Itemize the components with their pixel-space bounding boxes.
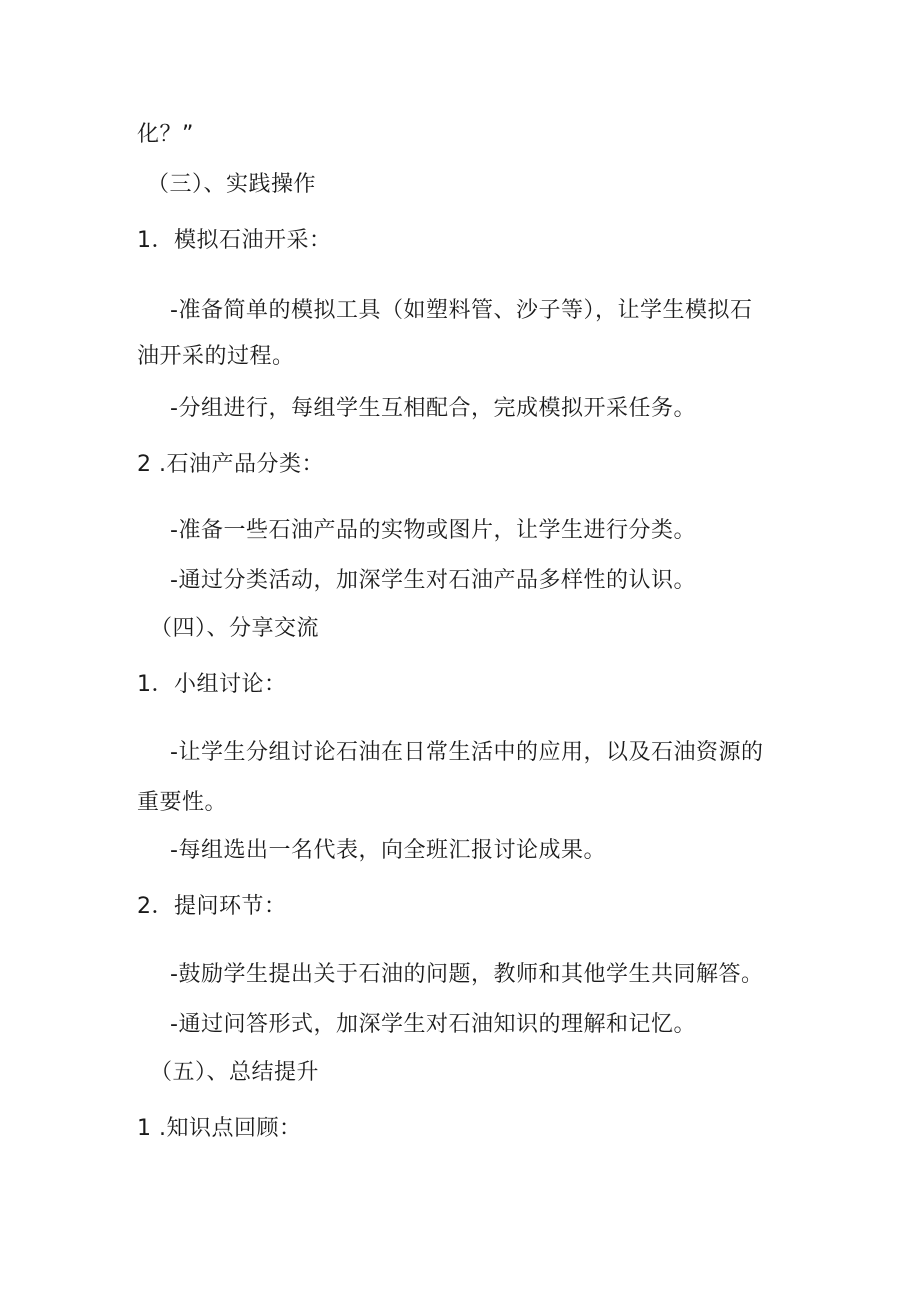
text-line: 化？” xyxy=(137,122,194,147)
text-line: 重要性。 xyxy=(137,790,228,815)
text-line: -每组选出一名代表，向全班汇报讨论成果。 xyxy=(170,838,606,863)
text-line: -通过分类活动，加深学生对石油产品多样性的认识。 xyxy=(170,568,696,593)
text-line: -分组进行，每组学生互相配合，完成模拟开采任务。 xyxy=(170,396,696,421)
text-line: -鼓励学生提出关于石油的问题，教师和其他学生共同解答。 xyxy=(170,962,764,987)
section-heading: （五）、总结提升 xyxy=(150,1060,320,1085)
subheading: 2．提问环节： xyxy=(137,894,287,919)
text-line: 油开采的过程。 xyxy=(137,344,295,369)
text-line: -准备简单的模拟工具（如塑料管、沙子等），让学生模拟石 xyxy=(170,298,753,323)
section-heading: （三）、实践操作 xyxy=(147,172,317,197)
subheading: 1．模拟石油开采： xyxy=(137,228,332,253)
section-heading: （四）、分享交流 xyxy=(150,616,320,641)
subheading: 1 .知识点回顾： xyxy=(137,1116,302,1141)
text-line: -通过问答形式，加深学生对石油知识的理解和记忆。 xyxy=(170,1012,696,1037)
text-line: -让学生分组讨论石油在日常生活中的应用，以及石油资源的 xyxy=(170,740,764,765)
subheading: 2 .石油产品分类： xyxy=(137,452,324,477)
text-line: -准备一些石油产品的实物或图片，让学生进行分类。 xyxy=(170,518,696,543)
subheading: 1．小组讨论： xyxy=(137,672,287,697)
